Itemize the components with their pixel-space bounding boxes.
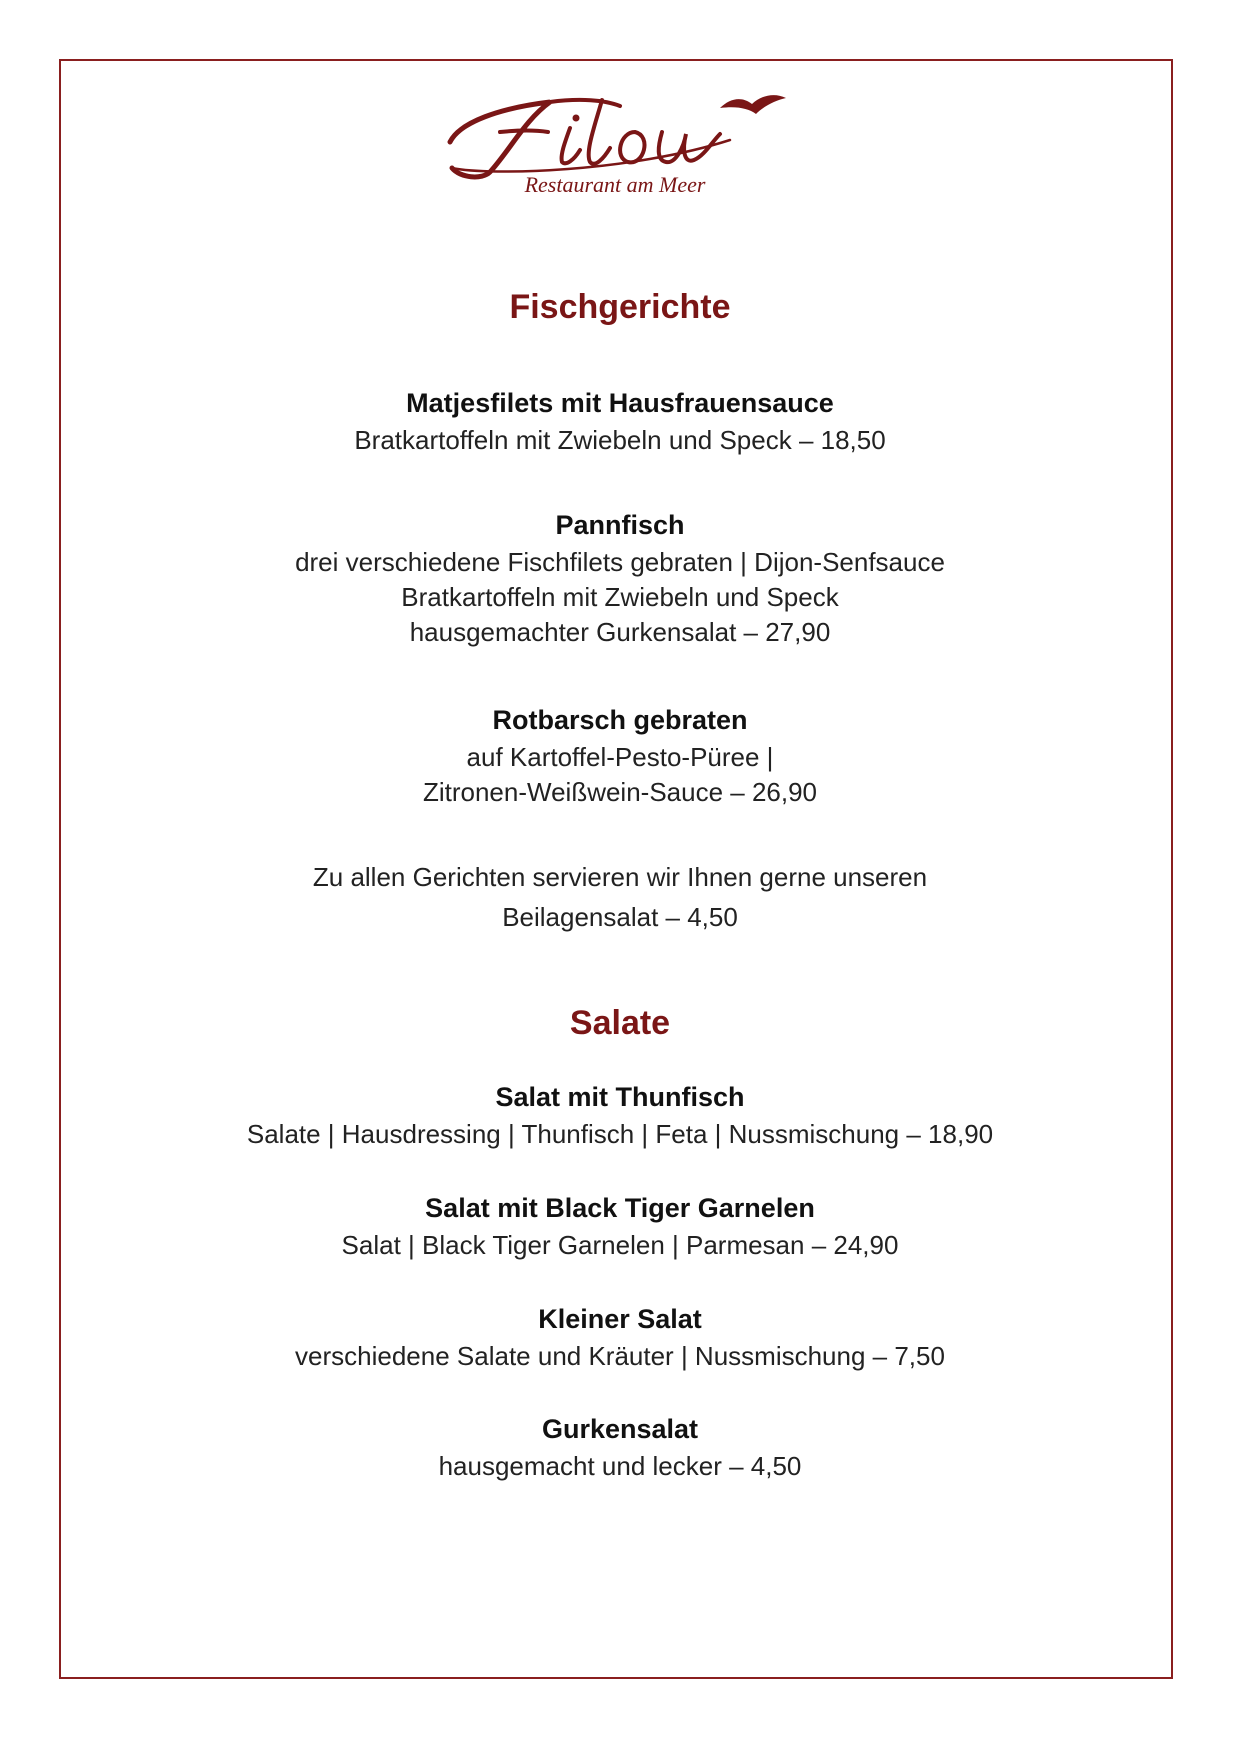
menu-item-name: Salat mit Thunfisch [495, 1082, 745, 1112]
menu-item-name: Salat mit Black Tiger Garnelen [425, 1193, 815, 1223]
menu-item [60, 700, 1180, 810]
menu-item [60, 505, 1180, 650]
menu-item-name: Kleiner Salat [538, 1304, 702, 1334]
menu-item-name: Rotbarsch gebraten [492, 705, 748, 735]
section-title-fischgerichte: Fischgerichte [509, 288, 731, 326]
menu-item-description [60, 1228, 1180, 1263]
menu-content [60, 0, 1180, 1754]
menu-item-line: Bratkartoffeln mit Zwiebeln und Speck [401, 582, 839, 612]
menu-item-description [60, 1117, 1180, 1152]
menu-item [60, 383, 1180, 458]
menu-item [60, 1077, 1180, 1152]
logo-tagline: Restaurant am Meer [524, 172, 706, 197]
menu-item-name: Gurkensalat [541, 1414, 699, 1444]
menu-item-name: Matjesfilets mit Hausfrauensauce [406, 388, 834, 418]
side-salad-note [60, 857, 1180, 937]
menu-item-line: Bratkartoffeln mit Zwiebeln und Speck – 18,50 [354, 425, 886, 455]
section-title-salate: Salate [569, 1004, 671, 1042]
menu-item-line: auf Kartoffel-Pesto-Püree | [466, 742, 774, 772]
menu-item [60, 1299, 1180, 1374]
menu-item-line: Salate | Hausdressing | Thunfisch | Feta | Nussmischung – 18,90 [246, 1119, 994, 1149]
menu-item-line: drei verschiedene Fischfilets gebraten | Dijon-Senfsauce [295, 547, 945, 577]
menu-item-description [60, 740, 1180, 810]
menu-item [60, 1409, 1180, 1484]
menu-item-description [60, 1339, 1180, 1374]
note-line: Zu allen Gerichten servieren wir Ihnen gerne unseren [312, 862, 928, 892]
menu-item-description [60, 423, 1180, 458]
menu-item-line: Zitronen-Weißwein-Sauce – 26,90 [422, 777, 818, 807]
note-line: Beilagensalat – 4,50 [502, 902, 738, 932]
menu-item-description [60, 545, 1180, 650]
menu-item-line: hausgemachter Gurkensalat – 27,90 [409, 617, 831, 647]
menu-item-line: hausgemacht und lecker – 4,50 [438, 1451, 802, 1481]
menu-item-line: verschiedene Salate und Kräuter | Nussmischung – 7,50 [295, 1341, 945, 1371]
menu-item [60, 1188, 1180, 1263]
menu-item-description [60, 1449, 1180, 1484]
menu-item-line: Salat | Black Tiger Garnelen | Parmesan – 24,90 [341, 1230, 899, 1260]
menu-item-name: Pannfisch [555, 510, 685, 540]
